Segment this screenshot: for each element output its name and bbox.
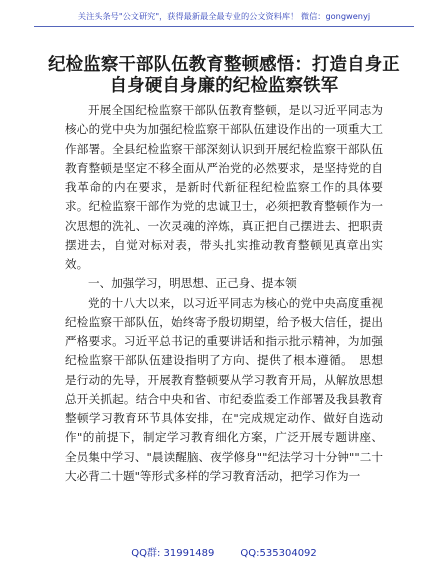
- document-title: [30, 55, 418, 97]
- body-paragraph-section-1: 党的十八大以来，以习近平同志为核心的党中央高度重视纪检监察干部队伍，始终寄予殷切期望，给予极大信任，提出严格要求。习近平总书记的重要讲话和指示批示精神，为加强纪检监察干部队伍建设指明了方向、提供了根本遵循。 思想是行动的先导，开展教育整顿要从学习教育开局，从解放思想总开关抓起。结合中央和省、市纪委监委工作部署及我县教育整顿学习教育环节具体安排，在"完成规定动作、做好自选动作"的前提下，制定学习教育细化方案，广泛开展专题讲座、全员集中学习、"晨读醒脑、夜学修身""纪法学习十分钟""二十大必背二十题"等形式多样的学习教育活动，把学习作为一: [65, 295, 383, 483]
- section-heading: 一、加强学习，明思想、正己身、提本领: [88, 276, 297, 291]
- document-body: [65, 101, 383, 486]
- footer-qq-group: QQ群: 31991489: [131, 548, 215, 559]
- header-divider: [34, 26, 414, 27]
- footer: [0, 544, 448, 559]
- footer-qq: QQ:535304092: [240, 548, 317, 559]
- title-line-1: 纪检监察干部队伍教育整顿感悟：打造自身正: [48, 55, 400, 75]
- body-paragraph-intro: 开展全国纪检监察干部队伍教育整顿，是以习近平同志为核心的党中央为加强纪检监察干部队伍建设作出的一项重大工作部署。全县纪检监察干部深刻认识到开展纪检监察干部队伍教育整顿是坚定不移全面从严治党的必然要求，是坚持党的自我革命的内在要求，是新时代新征程纪检监察工作的具体要求。纪检监察干部作为党的忠诚卫士，必须把教育整顿作为一次思想的洗礼、一次灵魂的淬炼，真正把自己摆进去、把职责摆进去，自觉对标对表，带头扎实推动教育整顿见真章出实效。: [65, 103, 383, 271]
- header-note: 关注头条号"公文研究"，获得最新最全最专业的公文资料库！ 微信：gongwenyj: [77, 11, 371, 21]
- title-line-2: 自身硬自身廉的纪检监察铁军: [109, 76, 339, 96]
